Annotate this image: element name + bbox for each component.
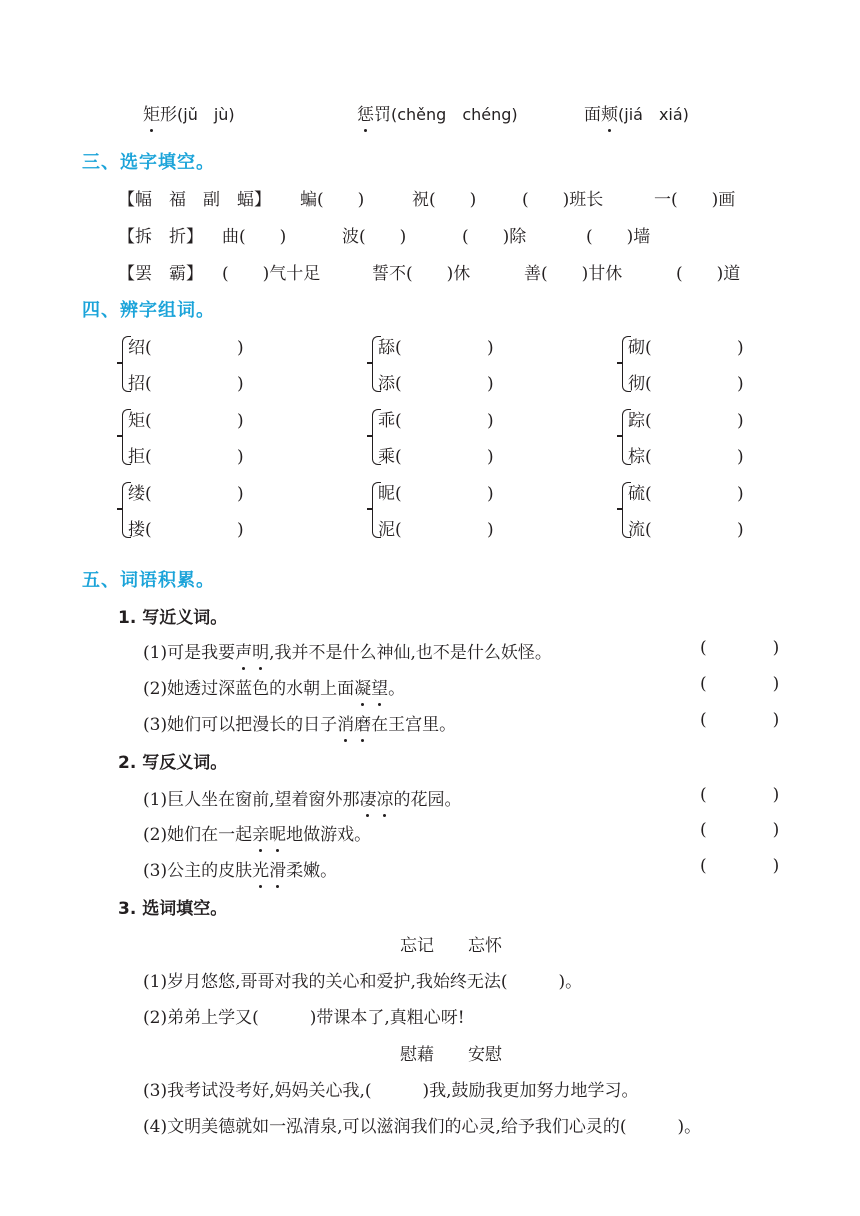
- dotted-char: 凝: [354, 674, 371, 699]
- pair-char-1[interactable]: 砌( ): [628, 338, 744, 358]
- q1-item-1: (1)可是我要声明,我并不是什么神仙,也不是什么妖怪。: [143, 638, 552, 663]
- dotted-char: 声: [235, 638, 252, 663]
- q3-item-2[interactable]: (2)弟弟上学又( )带课本了,真粗心呀!: [143, 1008, 465, 1028]
- pinyin-item-2: [357, 100, 518, 125]
- fill-blank[interactable]: 善( )甘休: [524, 264, 623, 284]
- dotted-word: [354, 679, 388, 699]
- pair-char-2[interactable]: 添( ): [378, 374, 494, 394]
- dotted-char: 昵: [269, 820, 286, 845]
- dotted-char: 望: [371, 674, 388, 699]
- fill-blank[interactable]: 蝙( ): [300, 190, 365, 210]
- pair-char-1[interactable]: 昵( ): [378, 484, 494, 504]
- word-choices-1: 忘记 忘怀: [400, 936, 502, 956]
- dotted-char: 磨: [354, 710, 371, 735]
- pair-char-1[interactable]: 踪( ): [628, 411, 744, 431]
- dotted-char: 矩: [143, 100, 160, 125]
- answer-blank[interactable]: ( ): [700, 785, 780, 805]
- section-4-title: 四、辨字组词。: [82, 300, 215, 321]
- pair-char-2[interactable]: 泥( ): [378, 520, 494, 540]
- dotted-char: 凄: [359, 785, 376, 810]
- answer-blank[interactable]: ( ): [700, 638, 780, 658]
- q1-title: 1. 写近义词。: [118, 608, 228, 628]
- word-text: 面: [584, 105, 601, 125]
- section-5-title: 五、词语积累。: [82, 570, 215, 591]
- q2-item-3: (3)公主的皮肤光滑柔嫩。: [143, 856, 337, 881]
- dotted-word: [359, 790, 393, 810]
- fill-blank[interactable]: 誓不( )休: [372, 264, 471, 284]
- word-text: 形: [160, 105, 177, 125]
- pair-char-1[interactable]: 绍( ): [128, 338, 244, 358]
- fill-blank[interactable]: ( )道: [676, 264, 741, 284]
- fill-blank[interactable]: ( )除: [462, 227, 527, 247]
- pair-char-1[interactable]: 乖( ): [378, 411, 494, 431]
- pinyin-options[interactable]: (jiá xiá): [618, 105, 689, 124]
- pair-char-2[interactable]: 拒( ): [128, 447, 244, 467]
- pinyin-item-1: [143, 100, 235, 125]
- pair-char-2[interactable]: 招( ): [128, 374, 244, 394]
- section-3-group-3: 【罢 霸】: [118, 264, 203, 284]
- q3-title: 3. 选词填空。: [118, 899, 228, 919]
- q3-item-3[interactable]: (3)我考试没考好,妈妈关心我,( )我,鼓励我更加努力地学习。: [143, 1081, 639, 1101]
- pinyin-item-3: [584, 100, 689, 125]
- pair-char-1[interactable]: 缕( ): [128, 484, 244, 504]
- dotted-char: 凉: [376, 785, 393, 810]
- fill-blank[interactable]: 一( )画: [654, 190, 736, 210]
- section-3-group-1: 【幅 福 副 蝠】: [118, 190, 271, 210]
- word-text: 罚: [374, 105, 391, 125]
- pair-char-2[interactable]: 搂( ): [128, 520, 244, 540]
- answer-blank[interactable]: ( ): [700, 710, 780, 730]
- q3-item-4[interactable]: (4)文明美德就如一泓清泉,可以滋润我们的心灵,给予我们心灵的( )。: [143, 1117, 702, 1137]
- section-3-title: 三、选字填空。: [82, 152, 215, 173]
- pair-char-2[interactable]: 棕( ): [628, 447, 744, 467]
- q3-item-1[interactable]: (1)岁月悠悠,哥哥对我的关心和爱护,我始终无法( )。: [143, 972, 583, 992]
- pair-char-1[interactable]: 硫( ): [628, 484, 744, 504]
- q1-item-3: (3)她们可以把漫长的日子消磨在王宫里。: [143, 710, 456, 735]
- pinyin-options[interactable]: (chěng chéng): [391, 105, 518, 124]
- fill-blank[interactable]: ( )墙: [586, 227, 651, 247]
- fill-blank[interactable]: 祝( ): [412, 190, 477, 210]
- fill-blank[interactable]: 曲( ): [222, 227, 287, 247]
- dotted-char: 明: [252, 638, 269, 663]
- pair-char-1[interactable]: 矩( ): [128, 411, 244, 431]
- q2-item-1: (1)巨人坐在窗前,望着窗外那凄凉的花园。: [143, 785, 461, 810]
- pair-char-2[interactable]: 流( ): [628, 520, 744, 540]
- q1-item-2: (2)她透过深蓝色的水朝上面凝望。: [143, 674, 405, 699]
- pair-char-1[interactable]: 舔( ): [378, 338, 494, 358]
- dotted-char: 消: [337, 710, 354, 735]
- dotted-char: 滑: [269, 856, 286, 881]
- fill-blank[interactable]: 波( ): [342, 227, 407, 247]
- q2-item-2: (2)她们在一起亲昵地做游戏。: [143, 820, 371, 845]
- dotted-char: 颊: [601, 100, 618, 125]
- answer-blank[interactable]: ( ): [700, 674, 780, 694]
- dotted-word: [235, 643, 269, 663]
- section-3-group-2: 【拆 折】: [118, 227, 203, 247]
- pair-char-2[interactable]: 乘( ): [378, 447, 494, 467]
- fill-blank[interactable]: ( )气十足: [222, 264, 321, 284]
- dotted-word: [337, 715, 371, 735]
- dotted-word: [252, 825, 286, 845]
- word-choices-2: 慰藉 安慰: [400, 1045, 502, 1065]
- q2-title: 2. 写反义词。: [118, 753, 228, 773]
- answer-blank[interactable]: ( ): [700, 856, 780, 876]
- pinyin-options[interactable]: (jǔ jù): [177, 105, 235, 124]
- dotted-word: [252, 861, 286, 881]
- answer-blank[interactable]: ( ): [700, 820, 780, 840]
- fill-blank[interactable]: ( )班长: [522, 190, 604, 210]
- pair-char-2[interactable]: 彻( ): [628, 374, 744, 394]
- dotted-char: 惩: [357, 100, 374, 125]
- dotted-char: 光: [252, 856, 269, 881]
- dotted-char: 亲: [252, 820, 269, 845]
